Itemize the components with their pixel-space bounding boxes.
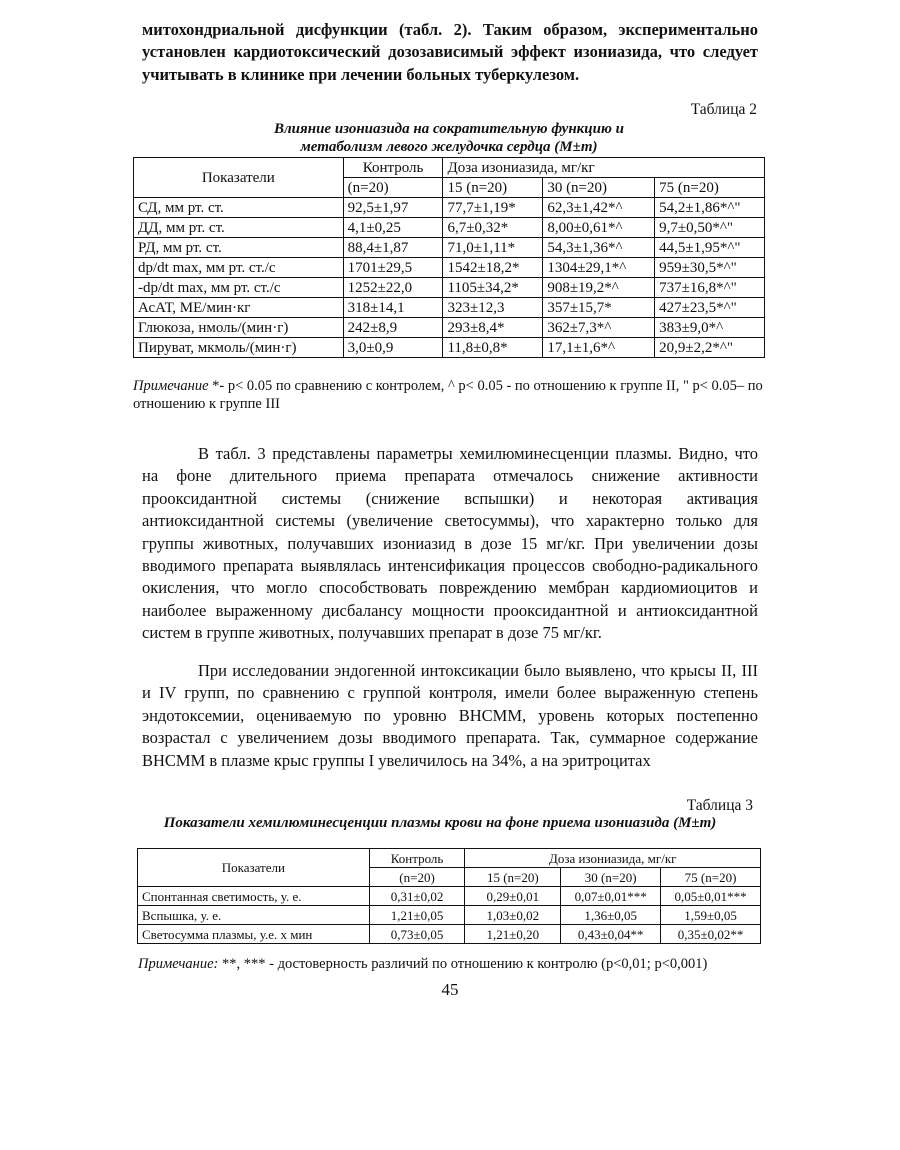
table-row	[138, 887, 761, 906]
table-cell-dose75: 20,9±2,2*^"	[655, 338, 765, 358]
table-cell-dose75: 427±23,5*^"	[655, 298, 765, 318]
table2-subheader: 75 (n=20)	[655, 178, 765, 198]
table3-header-dose: Доза изониазида, мг/кг	[465, 849, 761, 868]
table-cell-control: 1701±29,5	[343, 258, 443, 278]
table-cell-dose15: 0,29±0,01	[465, 887, 561, 906]
table-cell-indicator: Глюкоза, нмоль/(мин·г)	[134, 318, 344, 338]
table-cell-dose15: 1,03±0,02	[465, 906, 561, 925]
table3-caption: Показатели хемилюминесценции плазмы крови на фоне приема изониазида (M±m)	[163, 815, 717, 831]
table3-subheader: 15 (n=20)	[465, 868, 561, 887]
table-cell-dose30: 8,00±0,61*^	[543, 218, 655, 238]
table-cell-indicator: Светосумма плазмы, у.е. х мин	[138, 925, 370, 944]
table-cell-indicator: Вспышка, у. е.	[138, 906, 370, 925]
table-cell-dose15: 1105±34,2*	[443, 278, 543, 298]
table2-note-text: *- р< 0.05 по сравнению с контролем, ^ р< 0.05 - по отношению к группе II, " р< 0.05– по отношению к группе III	[133, 378, 763, 412]
paragraph-chemiluminescence: В табл. 3 представлены параметры хемилюминесценции плазмы. Видно, что на фоне длительного приема препарата отмечалось снижение активности прооксидантной системы (снижение вспышки) и некоторая активация антиоксидантной системы (увеличение светосуммы), что характерно только для группы животных, получавших изониазид в дозе 15 мг/кг. При увеличении дозы вводимого препарата выявлялась интенсификация процессов свободно-радикального окисления, что могло способствовать повреждению мембран кардиомиоцитов и наиболее выраженному дисбалансу мощности прооксидантной и антиоксидантной систем в группе животных, получавших препарат в дозе 75 мг/кг.	[142, 444, 758, 643]
table-row	[138, 925, 761, 944]
table-cell-dose30: 1304±29,1*^	[543, 258, 655, 278]
table-cell-dose75: 0,35±0,02**	[661, 925, 761, 944]
table-cell-dose30: 0,43±0,04**	[561, 925, 661, 944]
table-row	[134, 278, 765, 298]
table-cell-dose30: 62,3±1,42*^	[543, 198, 655, 218]
table-cell-dose30: 1,36±0,05	[561, 906, 661, 925]
table-cell-indicator: Пируват, мкмоль/(мин·г)	[134, 338, 344, 358]
table-cell-control: 0,73±0,05	[369, 925, 465, 944]
table-cell-control: 3,0±0,9	[343, 338, 443, 358]
table-cell-control: 318±14,1	[343, 298, 443, 318]
table3-header-control: Контроль	[369, 849, 465, 868]
table2-header-indicator: Показатели	[134, 158, 344, 198]
table2-note-label: Примечание	[133, 378, 209, 394]
table3-subheader: 30 (n=20)	[561, 868, 661, 887]
table2-header-dose: Доза изониазида, мг/кг	[443, 158, 765, 178]
page-number: 45	[441, 980, 459, 999]
table-cell-dose30: 54,3±1,36*^	[543, 238, 655, 258]
table-cell-dose15: 1,21±0,20	[465, 925, 561, 944]
table3-header-row	[138, 849, 761, 868]
table2-header-row	[134, 158, 765, 178]
table3-note-text: **, *** - достоверность различий по отношению к контролю (р<0,01; р<0,001)	[218, 956, 708, 972]
table-cell-dose30: 908±19,2*^	[543, 278, 655, 298]
table-cell-control: 92,5±1,97	[343, 198, 443, 218]
table-cell-control: 1252±22,0	[343, 278, 443, 298]
table-cell-dose30: 17,1±1,6*^	[543, 338, 655, 358]
table-cell-dose15: 71,0±1,11*	[443, 238, 543, 258]
table-cell-dose75: 54,2±1,86*^"	[655, 198, 765, 218]
table3-header-indicator: Показатели	[138, 849, 370, 887]
top-paragraph: митохондриальной дисфункции (табл. 2). Таким образом, экспериментально установлен кардиотоксический дозозависимый эффект изониазида, что следует учитывать в клинике при лечении больных туберкулезом.	[142, 20, 758, 84]
table2-caption-line1: Влияние изониазида на сократительную функцию и	[273, 121, 625, 137]
table3	[137, 848, 761, 944]
table-cell-indicator: ДД, мм рт. ст.	[134, 218, 344, 238]
table2-subheader: 30 (n=20)	[543, 178, 655, 198]
table-cell-dose75: 44,5±1,95*^"	[655, 238, 765, 258]
table2-header-control: Контроль	[343, 158, 443, 178]
table-cell-indicator: dp/dt max, мм рт. ст./с	[134, 258, 344, 278]
table-cell-dose75: 383±9,0*^	[655, 318, 765, 338]
table-row	[134, 218, 765, 238]
table-cell-control: 1,21±0,05	[369, 906, 465, 925]
paragraph-intoxication: При исследовании эндогенной интоксикации было выявлено, что крысы II, III и IV групп, по сравнению с группой контроля, имели более выраженную степень эндотоксемии, оцениваемую по уровню ВНСММ, уровень которых постепенно возрастал с увеличением дозы вводимого препарата. Так, суммарное содержание ВНСММ в плазме крыс группы I увеличилось на 34%, а на эритроцитах	[142, 661, 758, 770]
table-cell-control: 242±8,9	[343, 318, 443, 338]
table-row	[134, 238, 765, 258]
table-row	[134, 338, 765, 358]
table-row	[134, 198, 765, 218]
table3-subheader: (n=20)	[369, 868, 465, 887]
table-cell-indicator: -dp/dt max, мм рт. ст./с	[134, 278, 344, 298]
table-cell-dose30: 362±7,3*^	[543, 318, 655, 338]
table-cell-control: 4,1±0,25	[343, 218, 443, 238]
table-cell-dose30: 357±15,7*	[543, 298, 655, 318]
table3-note	[138, 955, 778, 973]
table-cell-dose75: 1,59±0,05	[661, 906, 761, 925]
table2	[133, 157, 765, 358]
table-cell-indicator: Спонтанная светимость, у. е.	[138, 887, 370, 906]
table-cell-indicator: АсАТ, МЕ/мин·кг	[134, 298, 344, 318]
table2-label: Таблица 2	[690, 101, 757, 118]
table-cell-indicator: РД, мм рт. ст.	[134, 238, 344, 258]
table-cell-dose75: 737±16,8*^"	[655, 278, 765, 298]
table2-caption-line2: метаболизм левого желудочка сердца (M±m)	[300, 139, 598, 155]
table-cell-dose15: 293±8,4*	[443, 318, 543, 338]
table2-subheader: (n=20)	[343, 178, 443, 198]
table2-body	[134, 158, 765, 358]
table-cell-dose15: 77,7±1,19*	[443, 198, 543, 218]
table-cell-dose75: 0,05±0,01***	[661, 887, 761, 906]
table-cell-dose15: 323±12,3	[443, 298, 543, 318]
table3-label: Таблица 3	[686, 797, 753, 814]
table-cell-control: 0,31±0,02	[369, 887, 465, 906]
table-cell-indicator: СД, мм рт. ст.	[134, 198, 344, 218]
table-cell-dose15: 6,7±0,32*	[443, 218, 543, 238]
table3-subheader: 75 (n=20)	[661, 868, 761, 887]
table-row	[134, 298, 765, 318]
table-cell-dose75: 959±30,5*^"	[655, 258, 765, 278]
table3-body	[138, 849, 761, 944]
table-row	[138, 906, 761, 925]
table2-note	[133, 377, 769, 413]
table-cell-dose15: 11,8±0,8*	[443, 338, 543, 358]
table3-note-label: Примечание:	[138, 956, 219, 972]
table-cell-dose15: 1542±18,2*	[443, 258, 543, 278]
table-cell-dose75: 9,7±0,50*^"	[655, 218, 765, 238]
table-cell-dose30: 0,07±0,01***	[561, 887, 661, 906]
table2-subheader: 15 (n=20)	[443, 178, 543, 198]
table-row	[134, 318, 765, 338]
table-cell-control: 88,4±1,87	[343, 238, 443, 258]
table-row	[134, 258, 765, 278]
